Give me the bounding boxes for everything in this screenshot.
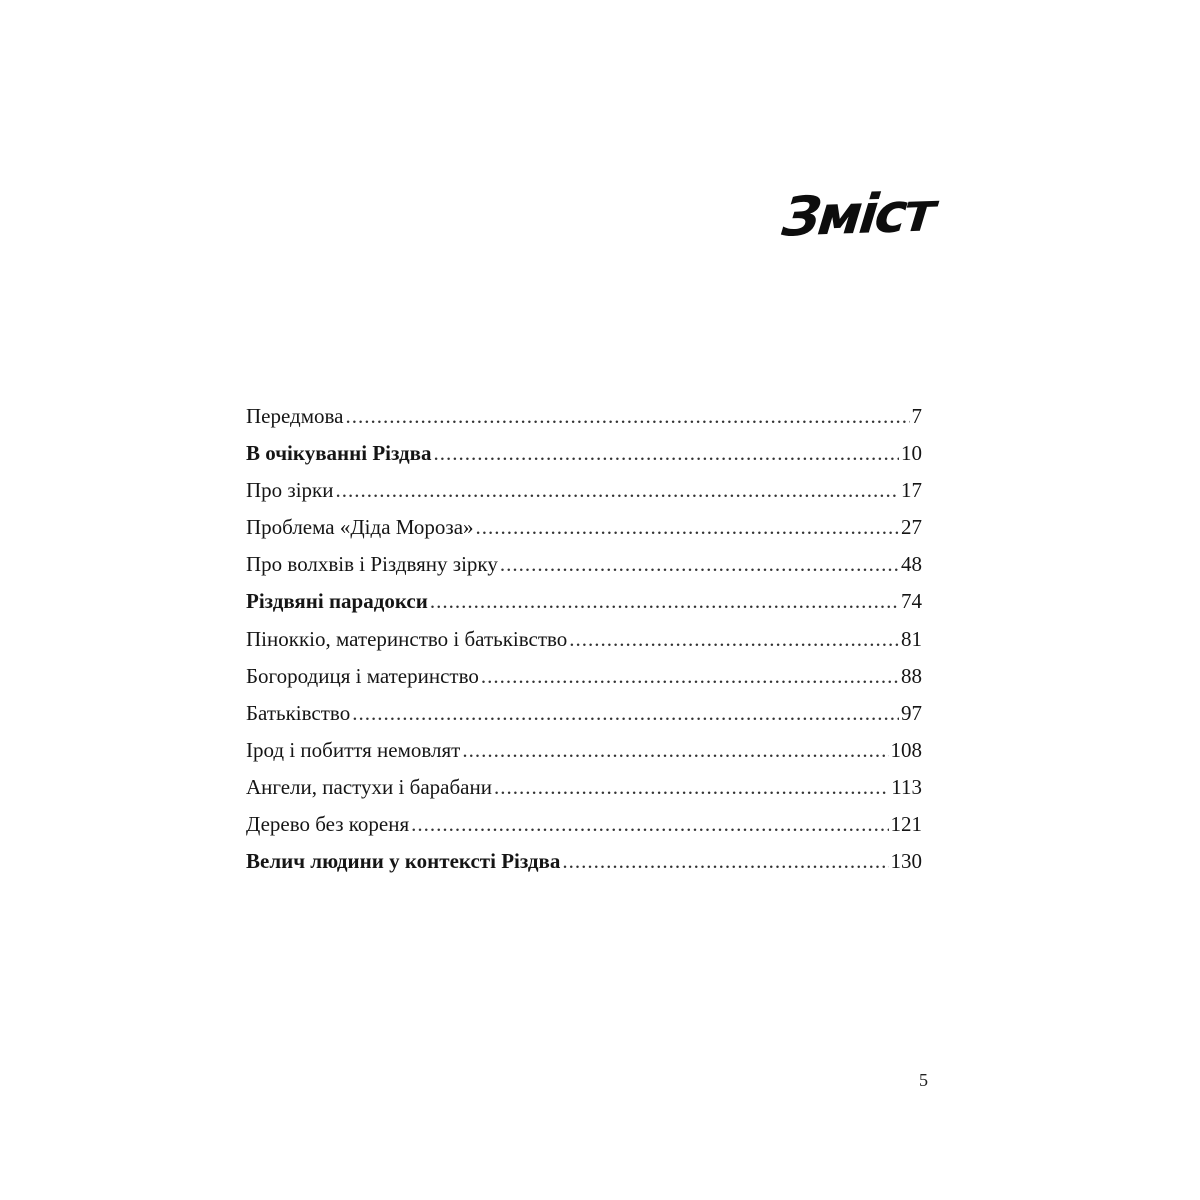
toc-entry <box>246 658 922 695</box>
toc-entry-title: Проблема «Діда Мороза» <box>246 515 474 540</box>
toc-entry-page: 121 <box>890 812 922 837</box>
dot-leader <box>352 695 899 732</box>
dot-leader <box>345 398 909 435</box>
toc-entry <box>246 695 922 732</box>
toc-entry <box>246 843 922 880</box>
toc-entry-title: Ангели, пастухи і барабани <box>246 774 492 799</box>
toc-entry-title: Про зірки <box>246 478 334 503</box>
toc-entry-page: 17 <box>901 478 922 503</box>
toc-entry <box>246 472 922 509</box>
toc-entry-title: Ірод і побиття немовлят <box>246 737 461 762</box>
toc-entry <box>246 398 922 435</box>
toc-entry-title: Велич людини у контексті Різдва <box>246 849 561 874</box>
toc-entry-title: Богородиця і материнство <box>246 663 479 688</box>
page-title: Зміст <box>779 180 936 249</box>
toc-entry <box>246 509 922 546</box>
toc-entry-page: 7 <box>911 404 922 428</box>
dot-leader <box>462 732 888 769</box>
toc-entry-title: Передмова <box>246 404 344 428</box>
page-number: 5 <box>919 1070 928 1090</box>
dot-leader <box>481 658 899 695</box>
toc-entry-page: 113 <box>891 774 922 799</box>
toc-entry <box>246 621 922 658</box>
toc-entry <box>246 435 922 472</box>
toc-entry-title: Різдвяні парадокси <box>246 589 428 614</box>
toc-entry-title: В очікуванні Різдва <box>246 441 432 466</box>
toc-entry <box>246 806 922 843</box>
dot-leader <box>500 546 899 583</box>
toc-entry-page: 27 <box>901 515 922 540</box>
table-of-contents <box>246 398 922 880</box>
dot-leader <box>434 435 899 472</box>
toc-entry <box>246 583 922 620</box>
toc-entry-title: Про волхвів і Різдвяну зірку <box>246 552 498 577</box>
toc-entry-title: Піноккіо, материнство і батьківство <box>246 626 568 651</box>
toc-entry <box>246 769 922 806</box>
toc-entry-page: 130 <box>890 849 922 874</box>
toc-entry <box>246 546 922 583</box>
toc-entry-page: 108 <box>890 737 922 762</box>
dot-leader <box>494 769 889 806</box>
toc-entry-page: 97 <box>901 700 922 725</box>
toc-entry-page: 81 <box>901 626 922 651</box>
toc-entry-page: 88 <box>901 663 922 688</box>
toc-entry-page: 10 <box>901 441 922 466</box>
dot-leader <box>336 472 900 509</box>
dot-leader <box>430 583 899 620</box>
toc-entry-page: 74 <box>901 589 922 614</box>
dot-leader <box>562 843 888 880</box>
toc-entry <box>246 732 922 769</box>
toc-entry-title: Дерево без кореня <box>246 812 410 837</box>
dot-leader <box>476 509 899 546</box>
toc-entry-title: Батьківство <box>246 700 351 725</box>
toc-entry-page: 48 <box>901 552 922 577</box>
dot-leader <box>411 806 888 843</box>
dot-leader <box>569 621 899 658</box>
